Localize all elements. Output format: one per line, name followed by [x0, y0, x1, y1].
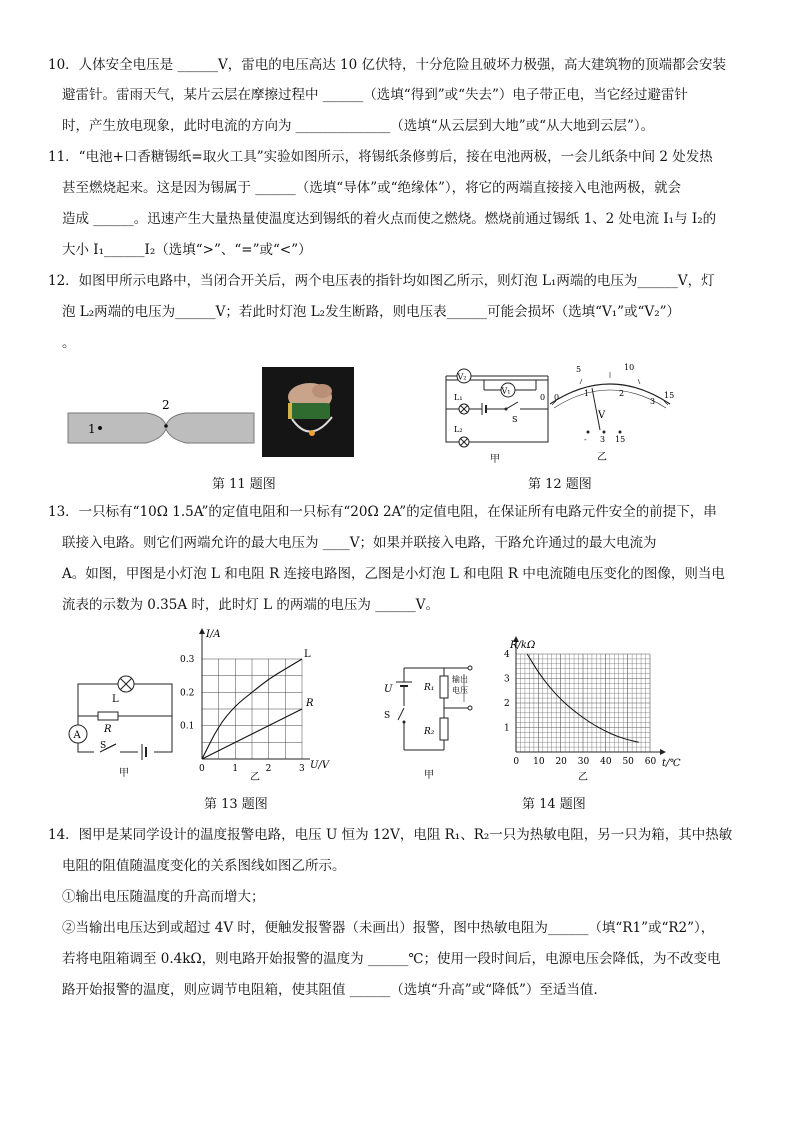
fig11-point-1-label: 1 — [88, 422, 96, 436]
fig12-jia-label: 甲 — [490, 454, 500, 465]
fig14-jia-label: 甲 — [424, 770, 434, 781]
fig13-x-tick: 2 — [265, 764, 272, 774]
fig14-x-tick: 60 — [644, 757, 657, 767]
q10-line-2: 避雷针。雷雨天气，某片云层在摩擦过程中 ______（选填“得到”或“失去”）电子带正电，当它经过避雷针 — [62, 87, 688, 103]
dial-terminal-15: 15 — [615, 435, 626, 444]
q12-line-3: 。 — [62, 335, 76, 351]
fig14-y-tick: 4 — [504, 650, 510, 660]
q13-line-2: 联接入电路。则它们两端允许的最大电压为 ____V；如果并联接入电路，干路允许通过的最大电流为 — [62, 535, 657, 551]
fig13-ammeter-label: A — [73, 730, 81, 741]
q10-line-1: 10．人体安全电压是 ______V，雷电的电压高达 10 亿伏特，十分危险且破坏力极强，高大建筑物的顶端都会安装 — [48, 57, 726, 73]
q13-line-1: 13．一只标有“10Ω 1.5A”的定值电阻和一只标有“20Ω 2A”的定值电阻，在保证所有电路元件安全的前提下，串 — [48, 504, 717, 520]
fig14-x-tick: 30 — [577, 757, 590, 767]
dial-lower-1: 1 — [584, 389, 590, 398]
fig11-caption: 第 11 题图 — [212, 477, 276, 492]
fig14-r1-label: R₁ — [424, 683, 435, 693]
fig14-r2-label: R₂ — [424, 727, 435, 737]
q14-line-6: 路开始报警的温度，则应调节电阻箱，使其阻值 ______（选填“升高”或“降低”）至适当值. — [62, 982, 598, 998]
q12-line-2: 泡 L₂两端的电压为______V；若此时灯泡 L₂发生断路，则电压表______可能会损坏（选填“V₁”或“V₂”） — [62, 304, 681, 320]
fig12-v1-label: V₁ — [501, 386, 511, 396]
fig13-x-tick: 3 — [299, 764, 305, 774]
q11-line-2: 甚至燃烧起来。这是因为锡属于 ______（选填“导体”或“绝缘体”），将它的两端直接接入电池两极，就会 — [62, 180, 682, 196]
fig11-foil-strip — [66, 395, 256, 455]
fig14-yi-label: 乙 — [578, 772, 588, 783]
fig14-u-label: U — [384, 684, 393, 695]
fig13-resistor-label: R — [104, 724, 112, 735]
fig12-v2-label: V₂ — [457, 372, 467, 382]
q10-line-3: 时，产生放电现象，此时电流的方向为 ______________（选填“从云层到大地”或“从大地到云层”）。 — [62, 118, 655, 134]
fig12-l2-label: L₂ — [454, 425, 463, 434]
fig11-point-2-label: 2 — [162, 398, 170, 412]
fig13-series-r-label: R — [306, 698, 314, 709]
fig13-x-tick: 1 — [232, 764, 239, 774]
fig14-circuit — [380, 660, 490, 784]
fig13-iu-chart — [178, 622, 338, 782]
fig13-y-tick: 0.2 — [180, 688, 195, 699]
fig13-switch-label: S — [100, 741, 107, 751]
fig14-switch-label: S — [384, 711, 391, 721]
fig13-y-axis-label: I/A — [206, 629, 221, 640]
q11-line-4: 大小 I₁______I₂（选填“>”、“=”或“<”） — [62, 242, 312, 258]
q11-line-1: 11．“电池+口香糖锡纸=取火工具”实验如图所示，将锡纸条修剪后，接在电池两极，一会儿纸条中间 2 处发热 — [48, 149, 713, 165]
q12-line-1: 12．如图甲所示电路中，当闭合开关后，两个电压表的指针均如图乙所示，则灯泡 L₁两端的电压为______V，灯 — [48, 273, 715, 289]
fig11-photo — [262, 367, 354, 457]
fig13-caption: 第 13 题图 — [204, 797, 268, 812]
fig14-caption: 第 14 题图 — [522, 797, 586, 812]
fig14-x-tick: 20 — [555, 757, 567, 767]
fig13-x-axis-label: U/V — [310, 760, 330, 771]
q13-line-3: A。如图，甲图是小灯泡 L 和电阻 R 连接电路图，乙图是小灯泡 L 和电阻 R 中电流随电压变化的图像，则当电 — [62, 566, 725, 582]
dial-unit: V — [598, 410, 606, 421]
dial-needle — [592, 388, 600, 430]
fig14-output-label-1: 输出 — [452, 675, 468, 684]
q11-line-3: 造成 ______。迅速产生大量热量使温度达到锡纸的着火点而使之燃烧。燃烧前通过锡纸 1、2 处电流 I₁与 I₂的 — [62, 211, 717, 227]
q14-line-5: 若将电阻箱调至 0.4kΩ，则电路开始报警的温度为 ______℃；使用一段时间后，电源电压会降低，为不改变电 — [62, 951, 721, 967]
fig13-jia-label: 甲 — [119, 768, 129, 779]
fig14-y-tick: 3 — [504, 674, 510, 685]
fig14-y-tick: 1 — [504, 723, 510, 734]
dial-upper-15: 15 — [664, 391, 675, 400]
fig14-x-tick: 10 — [533, 757, 545, 767]
fig14-output-label-2: 电压 — [452, 686, 468, 695]
fig13-lamp-label: L — [112, 694, 119, 705]
fig12-switch-label: S — [512, 415, 518, 424]
fig12-voltmeter-dial — [540, 362, 680, 466]
dial-lower-2: 2 — [619, 389, 625, 398]
fig12-yi-label: 乙 — [597, 452, 607, 463]
q14-line-4: ②当输出电压达到或超过 4V 时，便触发报警器（未画出）报警，图中热敏电阻为______（填“R1”或“R2”）， — [62, 920, 715, 936]
fig13-y-tick: 0.1 — [180, 721, 195, 732]
fig11-photo-drawing — [262, 367, 354, 457]
q13-line-4: 流表的示数为 0.35A 时，此时灯 L 的两端的电压为 ______V。 — [62, 597, 439, 613]
dial-lower-3: 3 — [650, 397, 656, 406]
dial-upper-5: 5 — [576, 365, 582, 374]
fig12-l1-label: L₁ — [454, 393, 463, 402]
fig14-x-axis-label: t/℃ — [662, 758, 681, 769]
fig13-circuit — [64, 668, 184, 780]
fig14-y-tick: 2 — [504, 699, 510, 709]
fig14-x-tick: 40 — [600, 757, 612, 767]
dial-lower-0: 0 — [554, 393, 560, 402]
fig14-x-tick: 0 — [513, 757, 520, 767]
fig14-y-axis-label: R/kΩ — [510, 640, 536, 651]
dial-upper-0: 0 — [540, 393, 546, 402]
dial-terminal-3: 3 — [600, 435, 606, 444]
fig13-y-tick: 0.3 — [180, 655, 195, 665]
fig13-yi-label: 乙 — [250, 772, 260, 782]
fig13-x-tick: 0 — [199, 764, 205, 774]
fig14-x-tick: 50 — [622, 757, 634, 767]
fig12-caption: 第 12 题图 — [528, 477, 592, 492]
q14-line-2: 电阻的阻值随温度变化的关系图线如图乙所示。 — [62, 858, 346, 874]
dial-upper-10: 10 — [624, 363, 635, 372]
svg-text:-: - — [584, 435, 587, 444]
fig12-circuit — [436, 366, 556, 466]
fig14-rt-chart — [486, 632, 686, 784]
fig13-series-l-label: L — [304, 649, 311, 660]
q14-line-1: 14．图甲是某同学设计的温度报警电路，电压 U 恒为 12V，电阻 R₁、R₂一只为热敏电阻，另一只为箱，其中热敏 — [48, 827, 733, 843]
q14-line-3: ①输出电压随温度的升高而增大； — [62, 889, 265, 905]
